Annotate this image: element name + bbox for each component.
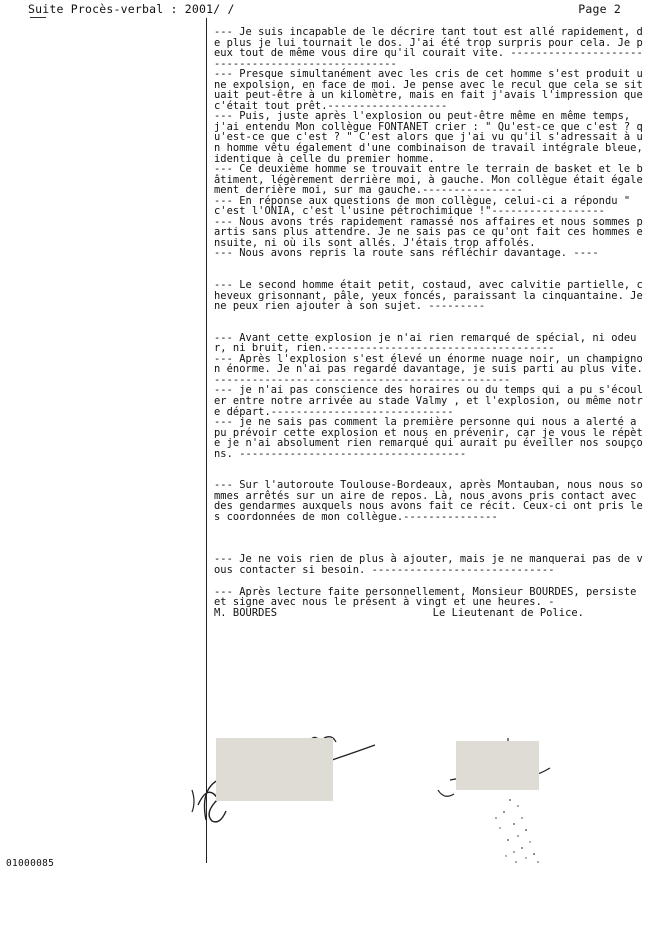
paragraph: --- Puis, juste après l'explosion ou peut-être même en même temps, j'ai entendu Mon collègue FONTANET crier : " Qu'est-ce que c'est ? qu'est-ce que c'est ? " C'est alors que j'ai vu qu'il s'adressait à un homme vêtu également d'une combinaison de travail intégrale bleue, identique à celle du premier homme.	[214, 110, 650, 165]
page-number: Page 2	[578, 2, 621, 16]
signatory-right: Le Lieutenant de Police.	[432, 606, 584, 619]
header-reference: Suite Procès-verbal : 2001/ /	[28, 2, 235, 16]
paragraph: --- je ne sais pas comment la première personne qui nous a alerté a pu prévoir cette explosion et nous en prévenir, car je vous le répète je n'ai absolument rien remarqué qui aurait pu éveiller nos soupçons. ------------------------------------	[214, 416, 643, 460]
paragraph: --- Après lecture faite personnellement, Monsieur BOURDES, persiste et signe avec nous le présent à vingt et une heures. -	[214, 585, 643, 609]
paragraph: --- Sur l'autoroute Toulouse-Bordeaux, après Montauban, nous nous sommes arrêtés sur un aire de repos. Là, nous avons pris contact avec des gendarmes auxquels nous avons fait ce récit. Ceux-ci ont pris les coordonnées de mon collègue.---------------	[214, 479, 643, 523]
header-rule	[30, 17, 46, 18]
redaction-box-right	[456, 741, 539, 790]
document-id: 01000085	[6, 858, 55, 869]
statement-body	[214, 26, 650, 619]
page-header	[28, 2, 621, 16]
paragraph: --- Presque simultanément avec les cris de cet homme s'est produit une expolsion, en face de moi. Je pense avec le recul que cela se situait peut-être à un kilomètre, mais en fait j'avais l'impression que c'était tout prêt.-------------------	[214, 68, 650, 112]
paragraph: --- Nous avons repris la route sans réfléchir davantage. ----	[214, 247, 599, 260]
paragraph: --- Le second homme était petit, costaud, avec calvitie partielle, cheveux grisonnant, pâle, yeux foncés, paraissant la cinquantaine. Je ne peux rien ajouter à son sujet. ---------	[214, 279, 650, 313]
paragraph: --- je n'ai pas conscience des horaires ou du temps qui a pu s'écouler entre notre arrivée au stade Valmy , et l'explosion, ou même notre départ.-----------------------------	[214, 384, 643, 418]
signatory-left: M. BOURDES	[214, 606, 278, 619]
paragraph: --- Nous avons trés rapidement ramassé nos affaires et nous sommes partis sans plus attendre. Je ne sais pas ce qu'ont fait ces hommes ensuite, ni où ils sont allés. J'étais trop affolés.	[214, 215, 643, 249]
paragraph: --- Ce deuxième homme se trouvait entre le terrain de basket et le bâtiment, légèrement derrière moi, à gauche. Mon collègue était également derrière moi, sur ma gauche.----------------	[214, 163, 643, 197]
paragraph: --- Après l'explosion s'est élevé un énorme nuage noir, un champignon énorme. Je n'ai pas regardé davantage, je suis parti au plus vite. -----------------------------------------------	[214, 352, 650, 386]
redaction-box-left	[216, 738, 333, 801]
paragraph: --- Je suis incapable de le décrire tant tout est allé rapidement, de plus je lui tournait le dos. J'ai été trop surpris pour cela. Je peux tout de même vous dire qu'il courait vite. --------------------------------------------------	[214, 26, 643, 70]
paragraph: --- Avant cette explosion je n'ai rien remarqué de spécial, ni odeur, ni bruit, rien.------------------------------------	[214, 331, 637, 355]
paragraph: --- Je ne vois rien de plus à ajouter, mais je ne manquerai pas de vous contacter si besoin. -----------------------------	[214, 553, 643, 576]
signature-labels	[214, 608, 584, 619]
paragraph: --- En réponse aux questions de mon collègue, celui-ci a répondu " c'est l'ONIA, c'est l'usine pétrochimique !"------------------	[214, 194, 637, 218]
